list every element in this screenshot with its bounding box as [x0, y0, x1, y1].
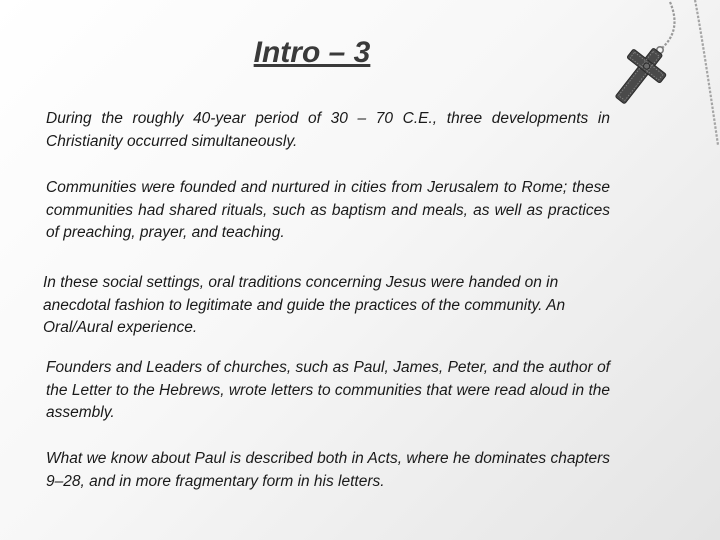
paragraph-oral-traditions: In these social settings, oral traditions concerning Jesus were handed on in anecdotal fashion to legitimate and guide the practices of the community. An Oral/Aural experience.: [43, 274, 566, 336]
paragraph-paul: What we know about Paul is described both in Acts, where he dominates chapters 9–28, and in more fragmentary form in his letters.: [46, 450, 610, 490]
cross-necklace-icon: [600, 0, 720, 150]
paragraph-letters: Founders and Leaders of churches, such as Paul, James, Peter, and the author of the Letter to the Hebrews, wrote letters to communities that were read aloud in the assembly.: [46, 359, 610, 421]
paragraph-developments: During the roughly 40-year period of 30 – 70 C.E., three developments in Christianity occurred simultaneously.: [46, 110, 610, 150]
paragraph-communities: Communities were founded and nurtured in cities from Jerusalem to Rome; these communities had shared rituals, such as baptism and meals, as well as practices of preaching, prayer, and teaching.: [46, 179, 610, 241]
slide-title: Intro – 3: [253, 36, 371, 69]
